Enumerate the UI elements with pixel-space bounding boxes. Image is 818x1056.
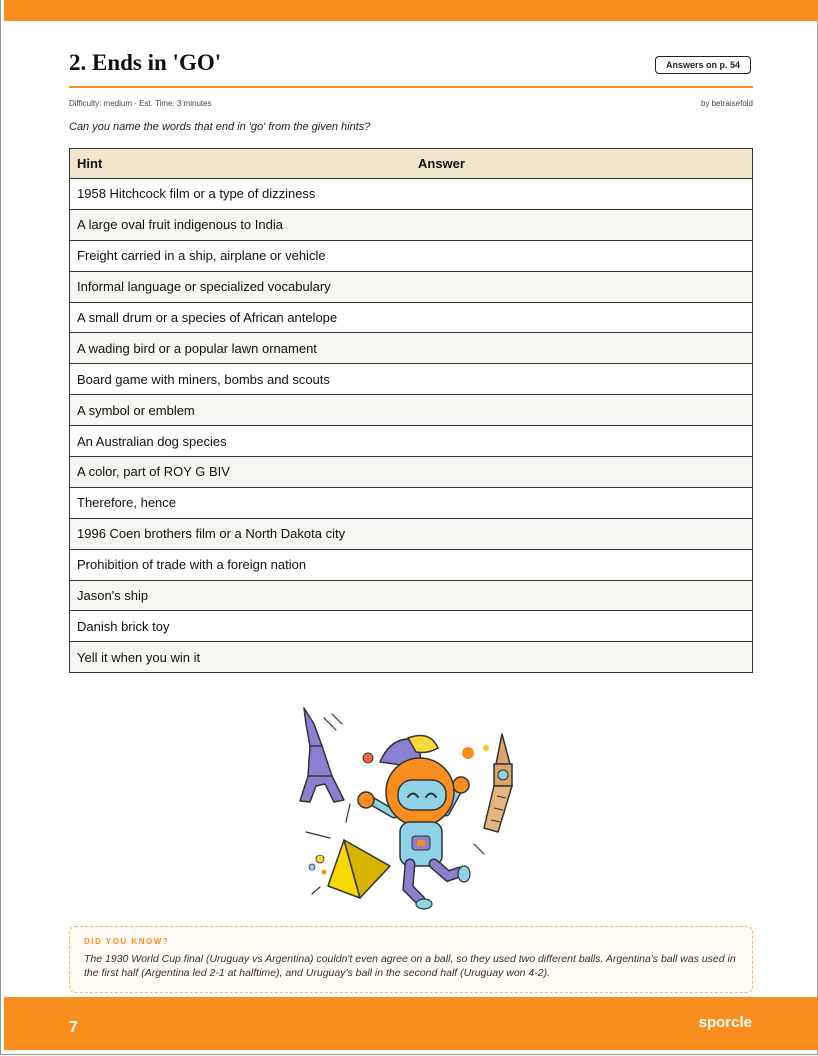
table-row <box>70 549 753 580</box>
answer-cell[interactable] <box>418 179 753 210</box>
hint-cell: A wading bird or a popular lawn ornament <box>70 333 419 364</box>
table-header-row <box>70 149 753 179</box>
author-credit: by betraisefold <box>700 99 753 108</box>
table-row <box>70 457 753 488</box>
table-row <box>70 240 753 271</box>
answer-cell[interactable] <box>418 549 753 580</box>
table-row <box>70 487 753 518</box>
hint-cell: An Australian dog species <box>70 426 419 457</box>
did-you-know-label: DID YOU KNOW? <box>84 937 170 946</box>
table-row <box>70 426 753 457</box>
hint-cell: Prohibition of trade with a foreign nation <box>70 549 419 580</box>
answers-page-badge: Answers on p. 54 <box>655 56 751 74</box>
quiz-table <box>69 148 753 673</box>
table-row <box>70 611 753 642</box>
hint-cell: A symbol or emblem <box>70 395 419 426</box>
table-row <box>70 395 753 426</box>
brand-logo: sporcle <box>698 1014 752 1031</box>
table-row <box>70 642 753 673</box>
table-row <box>70 333 753 364</box>
answer-cell[interactable] <box>418 580 753 611</box>
hint-cell: Yell it when you win it <box>70 642 419 673</box>
table-row <box>70 209 753 240</box>
hint-cell: Danish brick toy <box>70 611 419 642</box>
hint-cell: 1958 Hitchcock film or a type of dizziness <box>70 179 419 210</box>
answer-cell[interactable] <box>418 611 753 642</box>
did-you-know-box <box>69 926 753 993</box>
table-row <box>70 518 753 549</box>
answer-cell[interactable] <box>418 518 753 549</box>
table-row <box>70 179 753 210</box>
answer-cell[interactable] <box>418 333 753 364</box>
answer-cell[interactable] <box>418 642 753 673</box>
hint-cell: Board game with miners, bombs and scouts <box>70 364 419 395</box>
table-row <box>70 580 753 611</box>
answer-cell[interactable] <box>418 395 753 426</box>
did-you-know-text: The 1930 World Cup final (Uruguay vs Argentina) couldn't even agree on a ball, so they used two different balls. Argentina's ball was used in the first half (Argentina led 2-1 at halftime), and Uruguay's ball in the second half (Uruguay won 4-2). <box>84 953 736 979</box>
answer-column-header: Answer <box>418 149 753 179</box>
answer-cell[interactable] <box>418 240 753 271</box>
hint-cell: Therefore, hence <box>70 487 419 518</box>
footer-bar <box>4 997 818 1050</box>
hint-cell: Informal language or specialized vocabulary <box>70 271 419 302</box>
top-accent-bar <box>4 0 818 21</box>
hint-cell: Jason's ship <box>70 580 419 611</box>
hint-cell: A color, part of ROY G BIV <box>70 457 419 488</box>
hint-column-header: Hint <box>70 149 419 179</box>
hint-cell: Freight carried in a ship, airplane or vehicle <box>70 240 419 271</box>
table-row <box>70 364 753 395</box>
answer-cell[interactable] <box>418 271 753 302</box>
title-divider <box>69 86 753 88</box>
hint-cell: A large oval fruit indigenous to India <box>70 209 419 240</box>
hint-cell: 1996 Coen brothers film or a North Dakota city <box>70 518 419 549</box>
table-row <box>70 302 753 333</box>
quiz-instructions: Can you name the words that end in 'go' from the given hints? <box>69 121 371 133</box>
answer-cell[interactable] <box>418 302 753 333</box>
answer-cell[interactable] <box>418 426 753 457</box>
answer-cell[interactable] <box>418 457 753 488</box>
hint-cell: A small drum or a species of African antelope <box>70 302 419 333</box>
table-row <box>70 271 753 302</box>
eiffel-tower-icon <box>300 708 344 802</box>
answer-cell[interactable] <box>418 364 753 395</box>
difficulty-meta: Difficulty: medium · Est. Time: 3 minutes <box>69 99 212 108</box>
answer-cell[interactable] <box>418 209 753 240</box>
page-number: 7 <box>69 1019 78 1036</box>
pyramid-icon <box>328 840 390 898</box>
answer-cell[interactable] <box>418 487 753 518</box>
travel-mascot-illustration <box>298 704 528 919</box>
page-title: 2. Ends in 'GO' <box>69 50 222 75</box>
